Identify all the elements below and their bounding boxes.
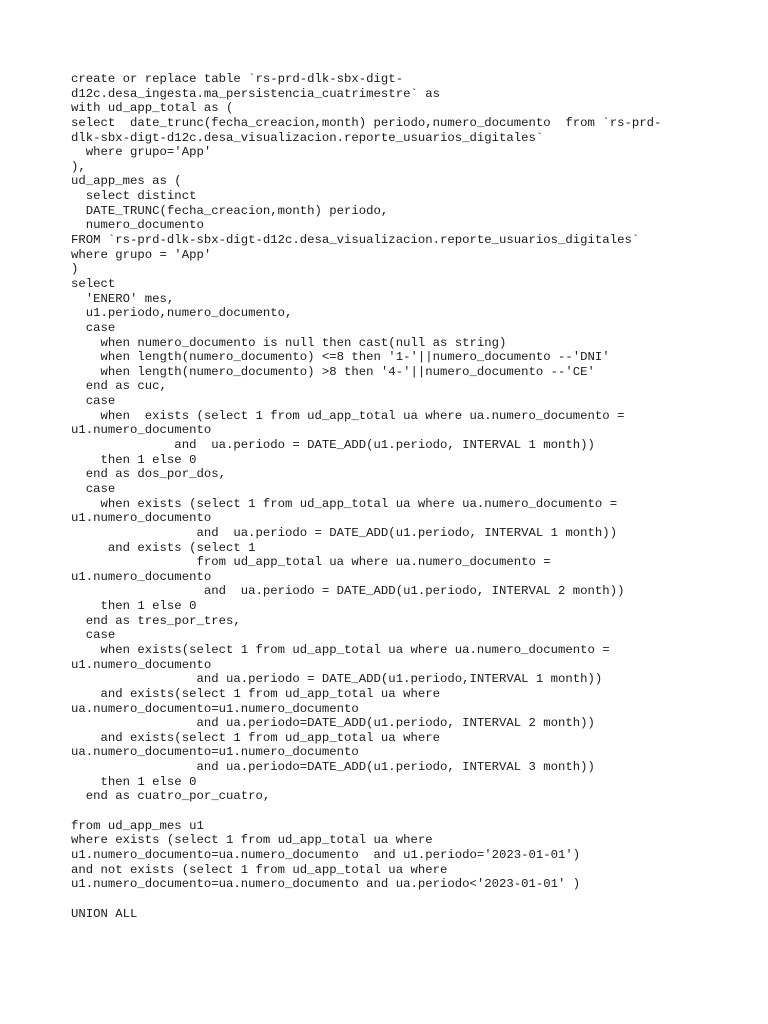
code-line: end as cuc, xyxy=(71,379,167,394)
code-line: end as cuatro_por_cuatro, xyxy=(71,789,271,804)
code-line: where exists (select 1 from ud_app_total ua where xyxy=(71,833,433,848)
code-line xyxy=(71,804,751,819)
code-line: ua.numero_documento=u1.numero_documento xyxy=(71,745,359,760)
code-line: u1.numero_documento xyxy=(71,511,212,526)
code-line: and ua.periodo = DATE_ADD(u1.periodo, INTERVAL 1 month)) xyxy=(71,438,595,453)
code-line: u1.periodo,numero_documento, xyxy=(71,306,293,321)
code-line: and ua.periodo = DATE_ADD(u1.periodo, INTERVAL 1 month)) xyxy=(71,525,618,540)
code-line: and ua.periodo=DATE_ADD(u1.periodo, INTERVAL 3 month)) xyxy=(71,760,595,775)
code-line: where grupo='App' xyxy=(71,145,212,160)
code-line: numero_documento xyxy=(71,218,204,233)
code-line: case xyxy=(71,481,116,496)
code-line: ua.numero_documento=u1.numero_documento xyxy=(71,701,359,716)
code-line: when numero_documento is null then cast(null as string) xyxy=(71,335,507,350)
code-line: then 1 else 0 xyxy=(71,599,197,614)
code-line: case xyxy=(71,320,116,335)
code-line: u1.numero_documento xyxy=(71,657,212,672)
code-line: end as dos_por_dos, xyxy=(71,467,226,482)
code-line: with ud_app_total as ( xyxy=(71,101,234,116)
code-line: case xyxy=(71,394,116,409)
code-line: and not exists (select 1 from ud_app_total ua where xyxy=(71,862,448,877)
code-line: and exists (select 1 xyxy=(71,540,256,555)
code-line: when length(numero_documento) <=8 then '1-'||numero_documento --'DNI' xyxy=(71,350,610,365)
code-line: then 1 else 0 xyxy=(71,774,197,789)
code-line: d12c.desa_ingesta.ma_persistencia_cuatrimestre` as xyxy=(71,86,440,101)
code-line: u1.numero_documento xyxy=(71,569,212,584)
code-line: UNION ALL xyxy=(71,906,138,921)
code-line: 'ENERO' mes, xyxy=(71,291,175,306)
code-line: DATE_TRUNC(fecha_creacion,month) periodo, xyxy=(71,203,389,218)
code-line: ) xyxy=(71,262,79,277)
code-line: select xyxy=(71,276,116,291)
code-line: when exists(select 1 from ud_app_total ua where ua.numero_documento = xyxy=(71,642,610,657)
code-line: when exists (select 1 from ud_app_total ua where ua.numero_documento = xyxy=(71,496,618,511)
code-line: FROM `rs-prd-dlk-sbx-digt-d12c.desa_visualizacion.reporte_usuarios_digitales` xyxy=(71,233,640,248)
code-line: where grupo = 'App' xyxy=(71,247,212,262)
code-line: u1.numero_documento xyxy=(71,423,212,438)
code-line: create or replace table `rs-prd-dlk-sbx-digt- xyxy=(71,72,404,86)
code-line: ud_app_mes as ( xyxy=(71,174,182,189)
code-line: u1.numero_documento=ua.numero_documento and u1.periodo='2023-01-01') xyxy=(71,847,581,862)
code-line: case xyxy=(71,628,116,643)
code-line: end as tres_por_tres, xyxy=(71,613,241,628)
code-line: and exists(select 1 from ud_app_total ua where xyxy=(71,730,440,745)
code-line: then 1 else 0 xyxy=(71,452,197,467)
sql-code-block xyxy=(71,72,751,921)
code-line: dlk-sbx-digt-d12c.desa_visualizacion.reporte_usuarios_digitales` xyxy=(71,130,544,145)
code-line: and ua.periodo = DATE_ADD(u1.periodo, INTERVAL 2 month)) xyxy=(71,584,625,599)
code-line: select date_trunc(fecha_creacion,month) periodo,numero_documento from `rs-prd- xyxy=(71,115,662,130)
code-line: when length(numero_documento) >8 then '4-'||numero_documento --'CE' xyxy=(71,364,595,379)
code-line: when exists (select 1 from ud_app_total ua where ua.numero_documento = xyxy=(71,408,625,423)
code-line: from ud_app_total ua where ua.numero_documento = xyxy=(71,555,551,570)
code-line: and ua.periodo = DATE_ADD(u1.periodo,INTERVAL 1 month)) xyxy=(71,672,603,687)
code-line: and ua.periodo=DATE_ADD(u1.periodo, INTERVAL 2 month)) xyxy=(71,716,595,731)
code-line: and exists(select 1 from ud_app_total ua where xyxy=(71,686,440,701)
code-line: from ud_app_mes u1 xyxy=(71,818,204,833)
code-line xyxy=(71,892,751,907)
code-line: u1.numero_documento=ua.numero_documento and ua.periodo<'2023-01-01' ) xyxy=(71,877,581,892)
code-line: ), xyxy=(71,159,86,174)
code-line: select distinct xyxy=(71,189,197,204)
